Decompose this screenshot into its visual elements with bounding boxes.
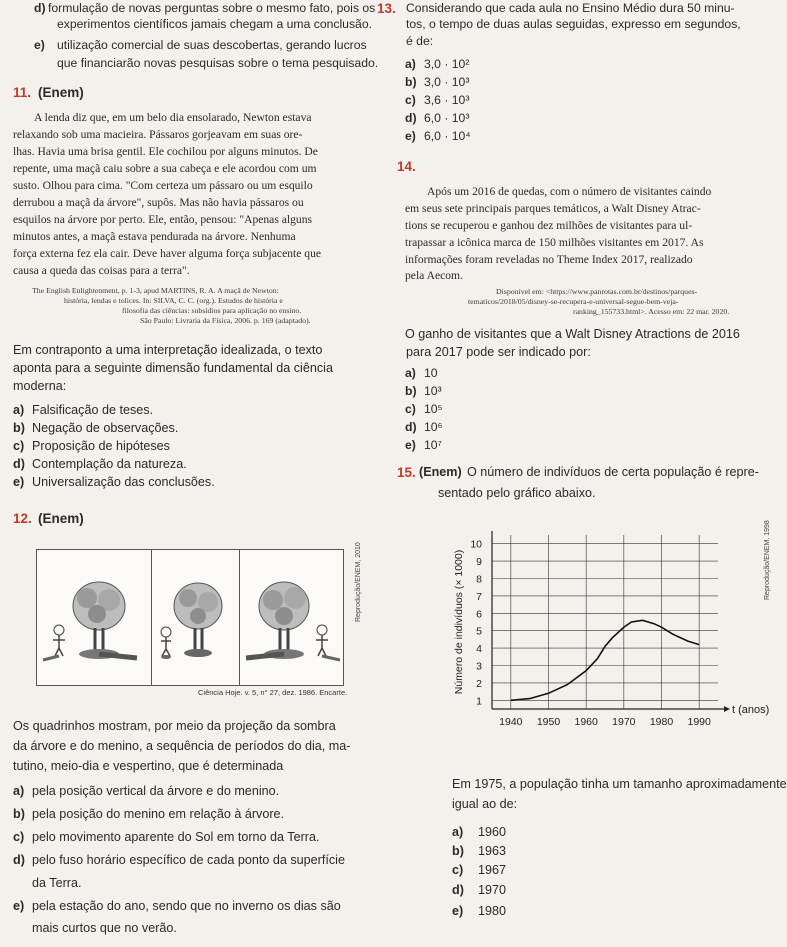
q12-option-d-text[interactable]: pelo fuso horário específico de cada ponto da superfície	[32, 853, 345, 867]
q11-passage-line: causa a queda das coisas para a terra".	[13, 264, 190, 277]
q11-option-b-text[interactable]: Negação de observações.	[32, 421, 179, 435]
q15-option-e-letter[interactable]: e)	[452, 904, 464, 918]
q10-option-d-letter: d)	[34, 1, 46, 15]
q15-option-c-letter[interactable]: c)	[452, 863, 464, 877]
q15-question-line: Em 1975, a população tinha um tamanho aproximadamente	[452, 777, 787, 791]
q11-citation-line: história, lendas e tolices. In: SILVA, C. C. (org.). Estudos de história e	[64, 296, 283, 305]
q12-image-credit: Ciência Hoje. v. 5, n° 27, dez. 1986. Encarte.	[198, 688, 348, 697]
y-tick-label: 8	[476, 573, 482, 586]
q15-option-b-letter[interactable]: b)	[452, 844, 464, 858]
x-axis-label: t (anos)	[732, 704, 770, 716]
q11-option-c-letter[interactable]: c)	[13, 439, 25, 453]
q12-option-c-letter[interactable]: c)	[13, 830, 25, 844]
q15-option-c-text[interactable]: 1967	[478, 863, 507, 877]
comic-panel-morning	[36, 549, 153, 686]
q11-option-a-text[interactable]: Falsificação de teses.	[32, 403, 154, 417]
q14-question-line: para 2017 pode ser indicado por:	[406, 345, 591, 359]
q14-passage-line: tions se recuperou e ganhou dez milhões de visitantes para ul-	[405, 219, 693, 232]
x-tick-label: 1940	[499, 716, 523, 728]
q14-passage-line: informações foram reveladas no Theme Index 2017, realizado	[405, 253, 693, 266]
q11-citation-line: filosofia das ciências: subsídios para aplicação no ensino.	[122, 306, 302, 315]
population-series-line	[511, 620, 699, 700]
y-axis-label: Número de indivíduos (× 1000)	[453, 549, 465, 695]
q13-option-e-text[interactable]: 6,0 · 10⁴	[424, 129, 471, 143]
q11-option-e-letter[interactable]: e)	[13, 475, 25, 489]
comic-panel-afternoon	[239, 549, 344, 686]
q11-question-line: moderna:	[13, 379, 67, 393]
q14-passage-line: em seus sete principais parques temáticos, a Walt Disney Atrac-	[405, 202, 701, 215]
q14-option-e-text[interactable]: 10⁷	[424, 438, 442, 452]
q13-option-a-text[interactable]: 3,0 · 10²	[424, 57, 470, 71]
q12-option-b-text[interactable]: pela posição do menino em relação à árvore.	[32, 807, 285, 821]
q14-option-d-letter[interactable]: d)	[405, 420, 417, 434]
q15-number: 15.	[397, 465, 416, 480]
q14-option-e-letter[interactable]: e)	[405, 438, 416, 452]
q14-option-b-letter[interactable]: b)	[405, 384, 417, 398]
q14-option-a-text[interactable]: 10	[424, 366, 438, 380]
q13-number: 13.	[377, 1, 396, 16]
q13-option-b-text[interactable]: 3,0 · 10³	[424, 75, 470, 89]
q11-passage-line: A lenda diz que, em um belo dia ensolarado, Newton estava	[34, 111, 312, 124]
q13-stem-line: Considerando que cada aula no Ensino Médio dura 50 minu-	[406, 1, 735, 15]
q15-option-a-text[interactable]: 1960	[478, 825, 507, 839]
q15-source: (Enem)	[419, 465, 462, 479]
q12-side-credit: Reprodução/ENEM, 2010	[355, 542, 362, 622]
y-tick-label: 7	[476, 590, 482, 603]
q11-passage-line: lhas. Havia uma brisa gentil. Ele cochilou por alguns minutos. De	[13, 145, 318, 158]
q14-option-d-text[interactable]: 10⁶	[424, 420, 443, 434]
tree-boy-afternoon-illustration	[240, 550, 343, 685]
q12-option-a-text[interactable]: pela posição vertical da árvore e do menino.	[32, 784, 280, 798]
q13-stem-line: tos, o tempo de duas aulas seguidas, expresso em segundos,	[406, 17, 741, 31]
q14-passage-line: Após um 2016 de quedas, com o número de visitantes caindo	[427, 185, 712, 198]
q15-stem-line2: sentado pelo gráfico abaixo.	[438, 486, 596, 500]
q15-stem-line1: O número de indivíduos de certa população é repre-	[467, 465, 759, 479]
q10-option-e-line1: utilização comercial de suas descobertas, gerando lucros	[57, 38, 367, 52]
q14-passage-line: pela Aecom.	[405, 269, 463, 282]
q14-passage-line: trapassar a icônica marca de 150 milhões visitantes em 2017. As	[405, 236, 704, 249]
q15-side-credit: Reprodução/ENEM, 1998	[764, 520, 771, 600]
tree-boy-noon-illustration	[152, 550, 240, 685]
q11-passage-line: repente, uma maçã caiu sobre a sua cabeça e ele acordou com um	[13, 162, 317, 175]
q11-option-b-letter[interactable]: b)	[13, 421, 25, 435]
q14-citation-line: tematicos/2018/05/disney-se-recupera-e-universal-segue-bem-veja-	[468, 297, 679, 306]
q13-option-d-text[interactable]: 6,0 · 10³	[424, 111, 470, 125]
q12-option-a-letter[interactable]: a)	[13, 784, 25, 798]
q14-option-c-letter[interactable]: c)	[405, 402, 416, 416]
q15-option-b-text[interactable]: 1963	[478, 844, 507, 858]
q11-citation-line: São Paulo: Livraria da Física, 2006. p. 169 (adaptado).	[140, 316, 311, 325]
y-tick-label: 9	[476, 556, 482, 569]
q12-source: (Enem)	[38, 511, 84, 526]
q14-number: 14.	[397, 159, 416, 174]
q11-passage-line: relaxando sob uma macieira. Pássaros gorjeavam em suas ore-	[13, 128, 303, 141]
q13-option-d-letter[interactable]: d)	[405, 111, 417, 125]
q12-number: 12.	[13, 511, 32, 526]
q11-option-d-text[interactable]: Contemplação da natureza.	[32, 457, 187, 471]
q11-question-line: aponta para a seguinte dimensão fundamental da ciência	[13, 361, 333, 375]
q15-option-a-letter[interactable]: a)	[452, 825, 464, 839]
q12-option-e-text-cont[interactable]: mais curtos que no verão.	[32, 921, 177, 935]
q10-option-d-line1: formulação de novas perguntas sobre o mesmo fato, pois os	[48, 1, 376, 15]
q11-option-e-text[interactable]: Universalização das conclusões.	[32, 475, 215, 489]
q11-citation-line: The English Enlightenment, p. 1-3, apud MARTINS, R. A. A maçã de Newton:	[32, 286, 279, 295]
q12-option-b-letter[interactable]: b)	[13, 807, 25, 821]
q14-citation-line: ranking_155733.html>. Acesso em: 22 mar. 2020.	[573, 307, 730, 316]
tree-boy-morning-illustration	[37, 550, 152, 685]
q13-option-c-text[interactable]: 3,6 · 10³	[424, 93, 470, 107]
x-tick-label: 1970	[612, 716, 636, 728]
q11-passage-line: minutos antes, a maçã estava pendurada na árvore. Nenhuma	[13, 230, 296, 243]
q15-option-d-letter[interactable]: d)	[452, 883, 464, 897]
q12-option-e-letter[interactable]: e)	[13, 899, 25, 913]
y-tick-label: 1	[476, 695, 482, 708]
y-tick-label: 10	[470, 538, 482, 551]
q11-number: 11.	[13, 85, 32, 100]
y-tick-label: 5	[476, 625, 482, 638]
q11-passage-line: força externa fez ela cair. Deve haver alguma força subjacente que	[13, 247, 322, 260]
q12-question-line: da árvore e do menino, a sequência de períodos do dia, ma-	[13, 739, 351, 753]
q15-question-line: igual ao de:	[452, 797, 518, 811]
x-tick-label: 1950	[536, 716, 561, 728]
x-tick-label: 1980	[649, 716, 674, 728]
q13-option-a-letter[interactable]: a)	[405, 57, 416, 71]
q10-option-d-line2: experimentos científicos jamais chegam a uma conclusão.	[57, 17, 372, 31]
q15-option-d-text[interactable]: 1970	[478, 883, 507, 897]
comic-panel-noon	[151, 549, 241, 686]
q13-stem-line: é de:	[406, 34, 434, 48]
q12-option-d-letter[interactable]: d)	[13, 853, 25, 867]
x-tick-label: 1960	[574, 716, 598, 728]
q11-passage-line: susto. Olhou para cima. "Com certeza um pássaro ou um esquilo	[13, 179, 313, 192]
x-axis-arrow-icon	[724, 706, 730, 712]
q12-question-line: tutino, meio-dia e vespertino, que é determinada	[13, 759, 284, 773]
q10-option-e-line2: que financiarão novas pesquisas sobre o tema pesquisado.	[57, 56, 379, 70]
q11-passage-line: derrubou a maçã da árvore", supôs. Mas não havia pássaros ou	[13, 196, 304, 209]
q11-passage-line: esquilos na árvore por perto. Ele, então, pensou: "Apenas alguns	[13, 213, 313, 226]
q12-option-c-text[interactable]: pelo movimento aparente do Sol em torno da Terra.	[32, 830, 320, 844]
q12-option-d-text-cont[interactable]: da Terra.	[32, 876, 82, 890]
q13-option-b-letter[interactable]: b)	[405, 75, 417, 89]
q13-option-c-letter[interactable]: c)	[405, 93, 416, 107]
q14-question-line: O ganho de visitantes que a Walt Disney Atractions de 2016	[405, 327, 740, 341]
q14-option-b-text[interactable]: 10³	[424, 384, 442, 398]
q12-question-line: Os quadrinhos mostram, por meio da projeção da sombra	[13, 719, 336, 733]
q14-citation-line: Disponível em: <https://www.panrotas.com.br/destinos/parques-	[496, 287, 698, 296]
y-tick-label: 2	[476, 677, 482, 690]
q14-option-a-letter[interactable]: a)	[405, 366, 416, 380]
q14-option-c-text[interactable]: 10⁵	[424, 402, 443, 416]
y-tick-label: 4	[476, 643, 482, 656]
q11-option-d-letter[interactable]: d)	[13, 457, 25, 471]
q11-source: (Enem)	[38, 85, 84, 100]
y-tick-label: 3	[476, 660, 482, 673]
q11-question-line: Em contraponto a uma interpretação idealizada, o texto	[13, 343, 323, 357]
q10-option-e-letter: e)	[34, 38, 45, 52]
q11-option-c-text[interactable]: Proposição de hipóteses	[32, 439, 170, 453]
x-tick-label: 1990	[687, 716, 711, 728]
q13-option-e-letter[interactable]: e)	[405, 129, 416, 143]
q12-option-e-text[interactable]: pela estação do ano, sendo que no inverno os dias são	[32, 899, 341, 913]
y-tick-label: 6	[476, 608, 482, 621]
q15-option-e-text[interactable]: 1980	[478, 904, 507, 918]
q11-option-a-letter[interactable]: a)	[13, 403, 25, 417]
